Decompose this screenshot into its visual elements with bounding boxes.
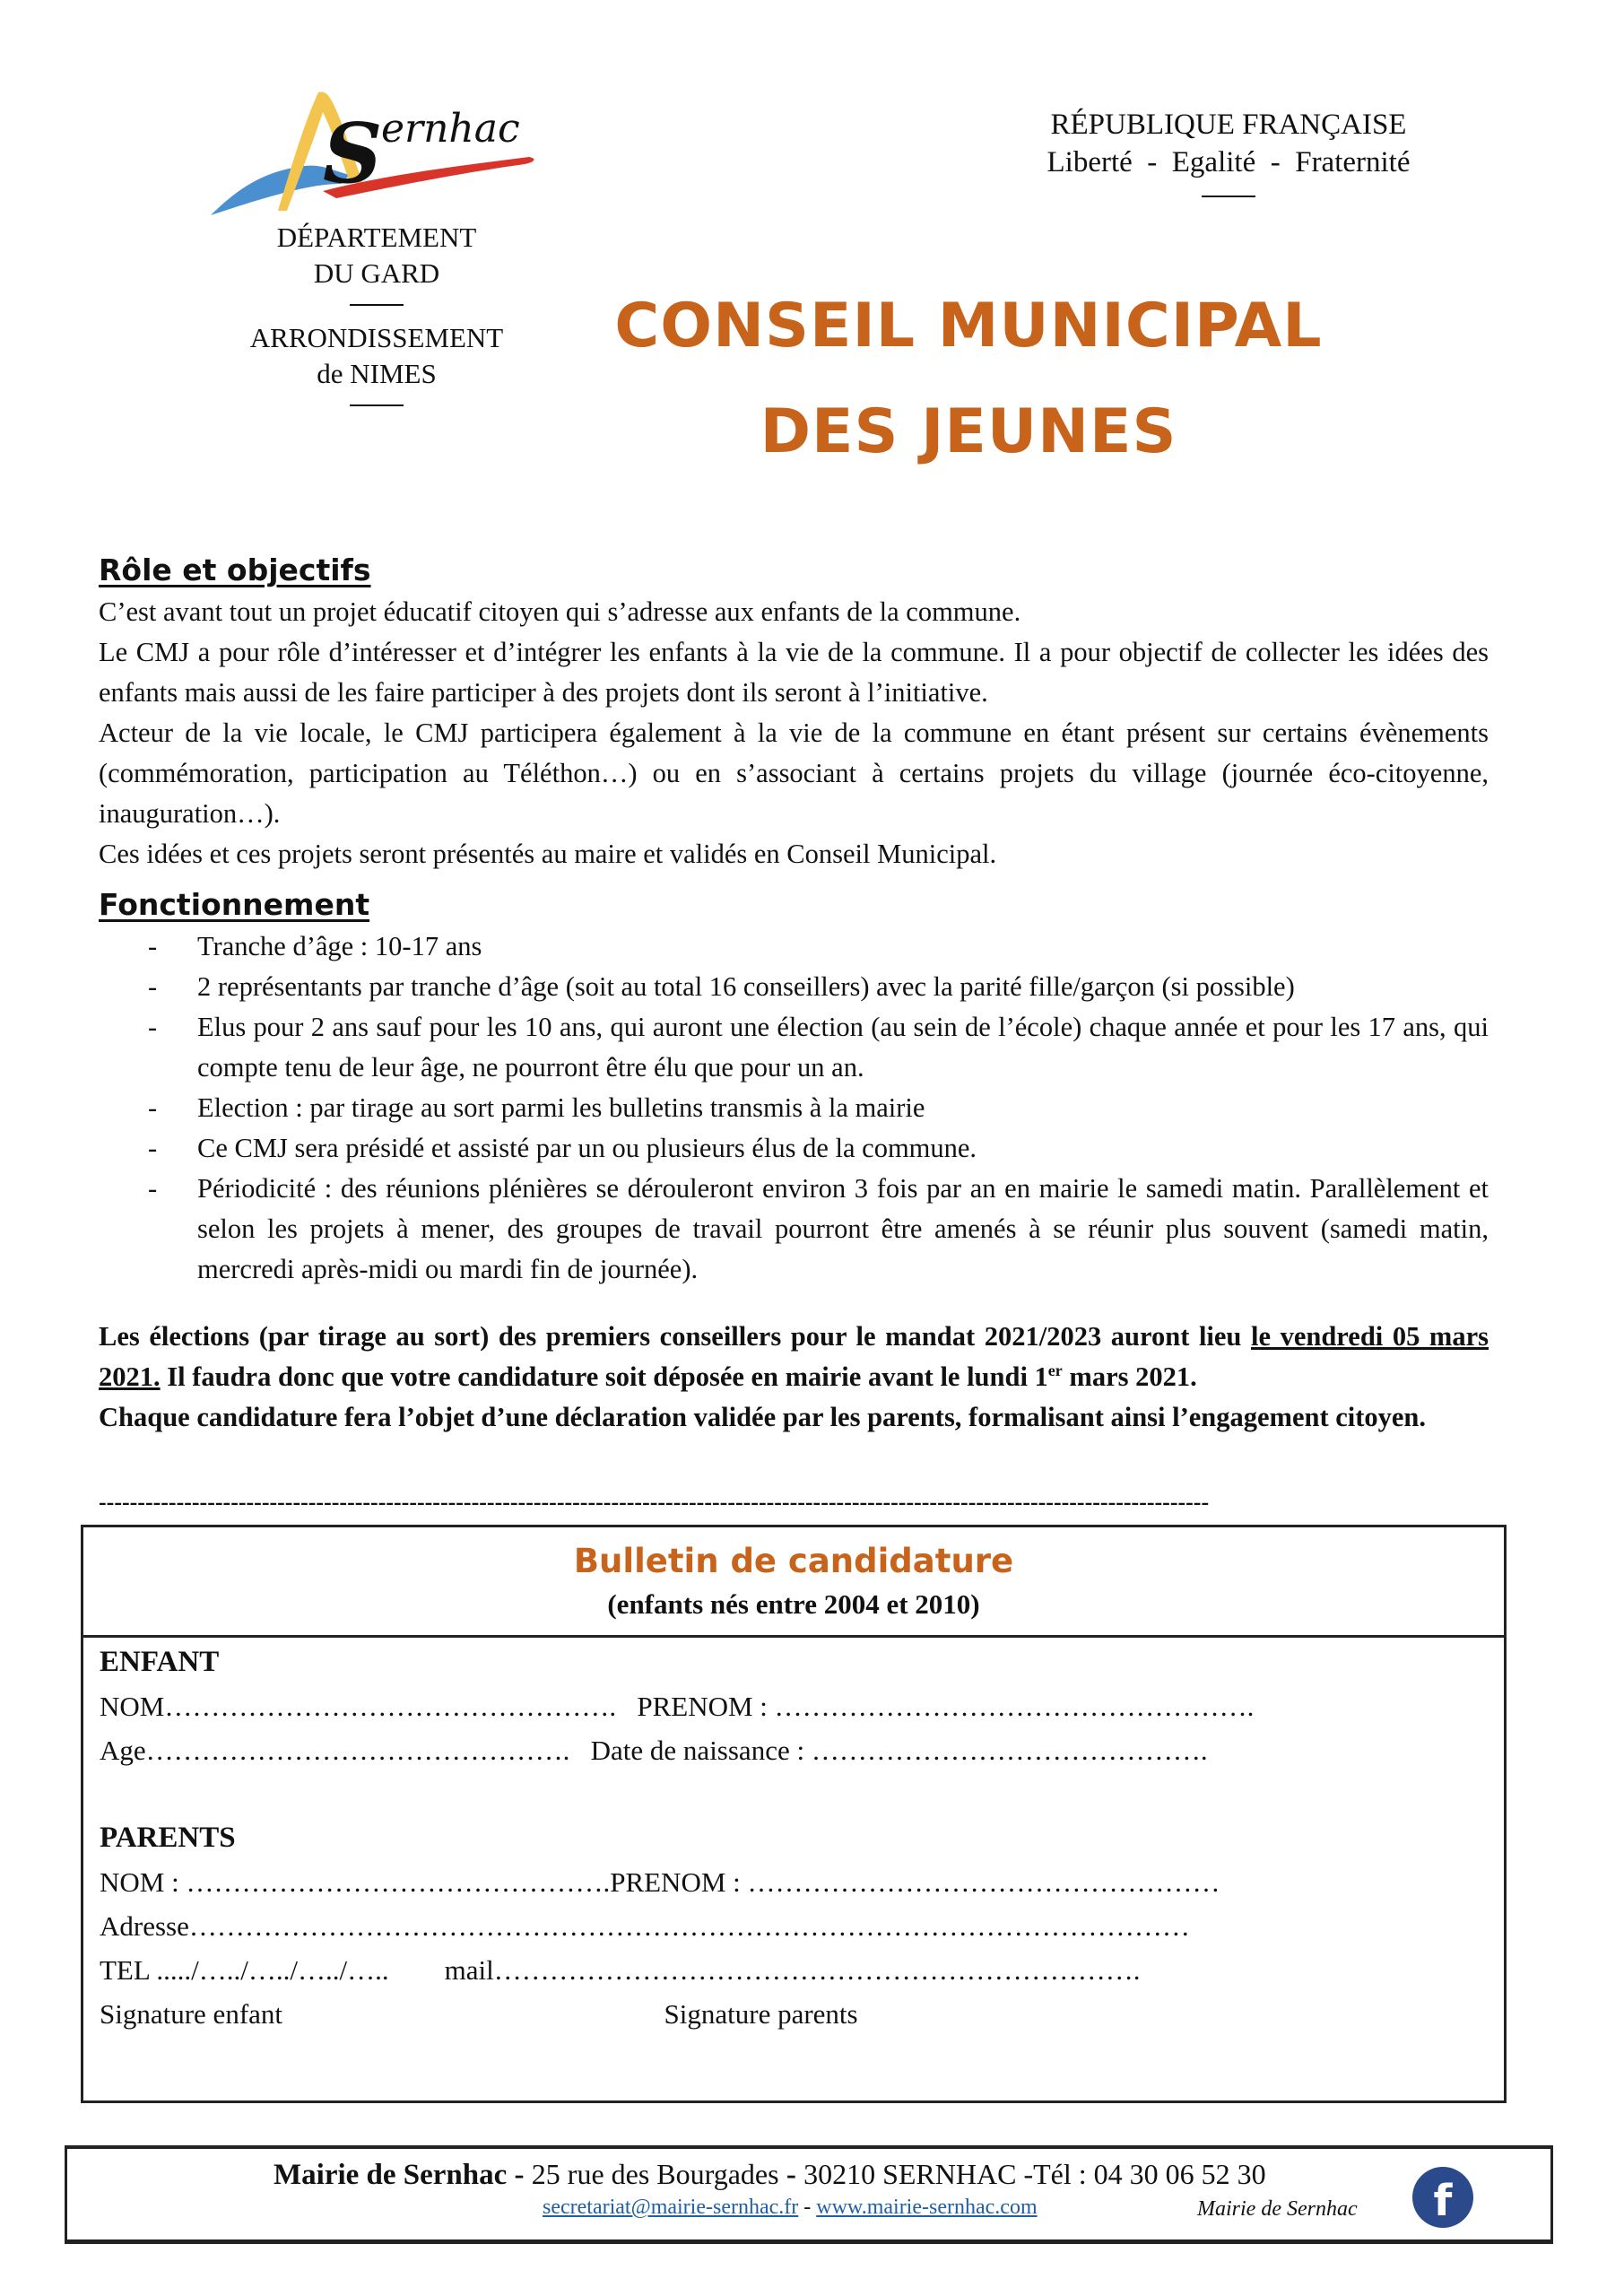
role-paragraph: Le CMJ a pour rôle d’intéresser et d’intégrer les enfants à la vie de la commune. Il a pour objectif de collecter les idées des enfants mais aussi de les faire participer à des projets dont ils seront à l’initiative. xyxy=(99,637,1489,708)
notice-text: Les élections (par tirage au sort) des premiers conseillers pour le mandat 2021/2023 auront lieu xyxy=(99,1321,1251,1352)
list-item: - 2 représentants par tranche d’âge (soit au total 16 conseillers) avec la parité fille/garçon (si possible) xyxy=(99,967,1489,1007)
logo-wordmark: ernhac xyxy=(381,106,520,152)
role-paragraph: Acteur de la vie locale, le CMJ participera également à la vie de la commune en étant présent sur certains évènements (commémoration, participation au Téléthon…) ou en s’associant à certains projets du village (journée éco-citoyenne, inauguration…). xyxy=(99,718,1489,829)
republic-name: RÉPUBLIQUE FRANÇAISE xyxy=(1050,109,1407,141)
parents-contact-row xyxy=(100,1948,1488,1992)
divider xyxy=(1202,196,1255,197)
footer xyxy=(65,2145,1553,2244)
role-paragraph: C’est avant tout un projet éducatif citoyen qui s’adresse aux enfants de la commune. xyxy=(99,596,1021,627)
parents-heading: PARENTS xyxy=(100,1822,236,1854)
list-item: - Tranche d’âge : 10-17 ans xyxy=(99,926,1489,967)
signature-parents-label: Signature parents xyxy=(664,1998,858,2030)
separator: - xyxy=(778,2159,804,2191)
signature-row xyxy=(100,1992,1488,2036)
form-subtitle: (enfants nés entre 2004 et 2010) xyxy=(607,1588,980,1620)
republic-motto: Liberté - Egalité - Fraternité xyxy=(1046,146,1411,178)
ordinal-suffix: er xyxy=(1047,1361,1063,1379)
footer-org: Mairie de Sernhac xyxy=(274,2159,508,2191)
facebook-page-name: Mairie de Sernhac xyxy=(1197,2197,1358,2221)
form-title: Bulletin de candidature xyxy=(573,1542,1014,1580)
list-item: - Elus pour 2 ans sauf pour les 10 ans, qui auront une élection (au sein de l’école) chaque année et pour les 17 ans, qui compte tenu de leur âge, ne pourront être élu que pour un an. xyxy=(99,1007,1489,1088)
enfant-name-row xyxy=(100,1684,1488,1728)
list-item: - Ce CMJ sera présidé et assisté par un ou plusieurs élus de la commune. xyxy=(99,1128,1489,1169)
divider xyxy=(350,404,404,406)
title-line-2: DES JEUNES xyxy=(760,396,1177,467)
arrondissement-line-1: ARRONDISSEMENT xyxy=(249,322,504,353)
parents-address-field[interactable]: Adresse……………………………………………………………………………………………… xyxy=(100,1910,1190,1942)
arrondissement-line-2: de NIMES xyxy=(317,358,437,389)
notice-text: Chaque candidature fera l’objet d’une déclaration validée par les parents, formalisant ainsi l’engagement citoyen. xyxy=(99,1402,1427,1432)
divider xyxy=(350,304,404,306)
candidature-form xyxy=(81,1525,1507,2103)
enfant-birthdate-field[interactable]: Date de naissance : ……………………………………. xyxy=(590,1735,1208,1766)
election-date: le vendredi 05 mars 2021. xyxy=(99,1321,1489,1392)
parents-mail-field[interactable]: mail……………………………………………………………. xyxy=(444,1954,1141,1986)
footer-city: 30210 SERNHAC xyxy=(803,2158,1017,2190)
parents-nom-field[interactable]: NOM : ………………………………………. xyxy=(100,1866,611,1898)
facebook-icon[interactable]: f xyxy=(1412,2167,1473,2228)
role-section xyxy=(99,549,1489,874)
separator: - xyxy=(798,2196,817,2219)
parents-name-row xyxy=(100,1860,1488,1904)
cut-line: ----------------------------------------------------------------------------------------------------------------------------------------------- xyxy=(99,1489,1210,1515)
parents-tel-field[interactable]: TEL ...../…../…../…../….. xyxy=(100,1954,389,1986)
enfant-prenom-field[interactable]: PRENOM : ……………………………………………. xyxy=(637,1691,1255,1722)
fonctionnement-list xyxy=(99,926,1489,1290)
separator: - xyxy=(507,2159,532,2191)
department-line-1: DÉPARTEMENT xyxy=(276,222,477,253)
form-header xyxy=(83,1527,1504,1638)
notice-text: Il faudra donc que votre candidature soit déposée en mairie avant le lundi 1 xyxy=(160,1361,1048,1392)
fonctionnement-section xyxy=(99,883,1489,1290)
enfant-age-row xyxy=(100,1728,1488,1772)
footer-links xyxy=(543,2196,1038,2220)
department-line-2: DU GARD xyxy=(313,257,440,289)
list-item: - Election : par tirage au sort parmi les bulletins transmis à la mairie xyxy=(99,1088,1489,1128)
footer-street: 25 rue des Bourgades xyxy=(531,2158,779,2190)
republic-block xyxy=(995,106,1462,212)
enfant-heading: ENFANT xyxy=(100,1646,220,1678)
department-block xyxy=(224,220,529,421)
role-heading: Rôle et objectifs xyxy=(99,552,371,587)
role-paragraph: Ces idées et ces projets seront présentés au maire et validés en Conseil Municipal. xyxy=(99,839,997,869)
list-item: - Périodicité : des réunions plénières se dérouleront environ 3 fois par an en mairie le samedi matin. Parallèlement et selon les projets à mener, des groupes de travail pourront être amenés à se réunir plus souvent (samedi matin, mercredi après-midi ou mardi fin de journée). xyxy=(99,1169,1489,1290)
footer-address-line xyxy=(274,2158,1266,2192)
signature-enfant-label: Signature enfant xyxy=(100,1998,283,2030)
parents-prenom-field[interactable]: PRENOM : …………………………………………… xyxy=(610,1866,1220,1898)
enfant-nom-field[interactable]: NOM…………………………………………. xyxy=(100,1691,617,1722)
page-title xyxy=(556,274,1381,485)
election-notice xyxy=(99,1317,1489,1438)
title-line-1: CONSEIL MUNICIPAL xyxy=(614,291,1323,361)
svg-text:S: S xyxy=(323,105,383,202)
enfant-age-field[interactable]: Age………………………………………. xyxy=(100,1735,570,1766)
email-link[interactable]: secretariat@mairie-sernhac.fr xyxy=(543,2196,799,2219)
website-link[interactable]: www.mairie-sernhac.com xyxy=(816,2196,1038,2219)
footer-phone: -Tél : 04 30 06 52 30 xyxy=(1023,2158,1266,2190)
notice-text: mars 2021. xyxy=(1062,1361,1197,1392)
form-body xyxy=(100,1640,1488,2036)
fonctionnement-heading: Fonctionnement xyxy=(99,887,370,922)
